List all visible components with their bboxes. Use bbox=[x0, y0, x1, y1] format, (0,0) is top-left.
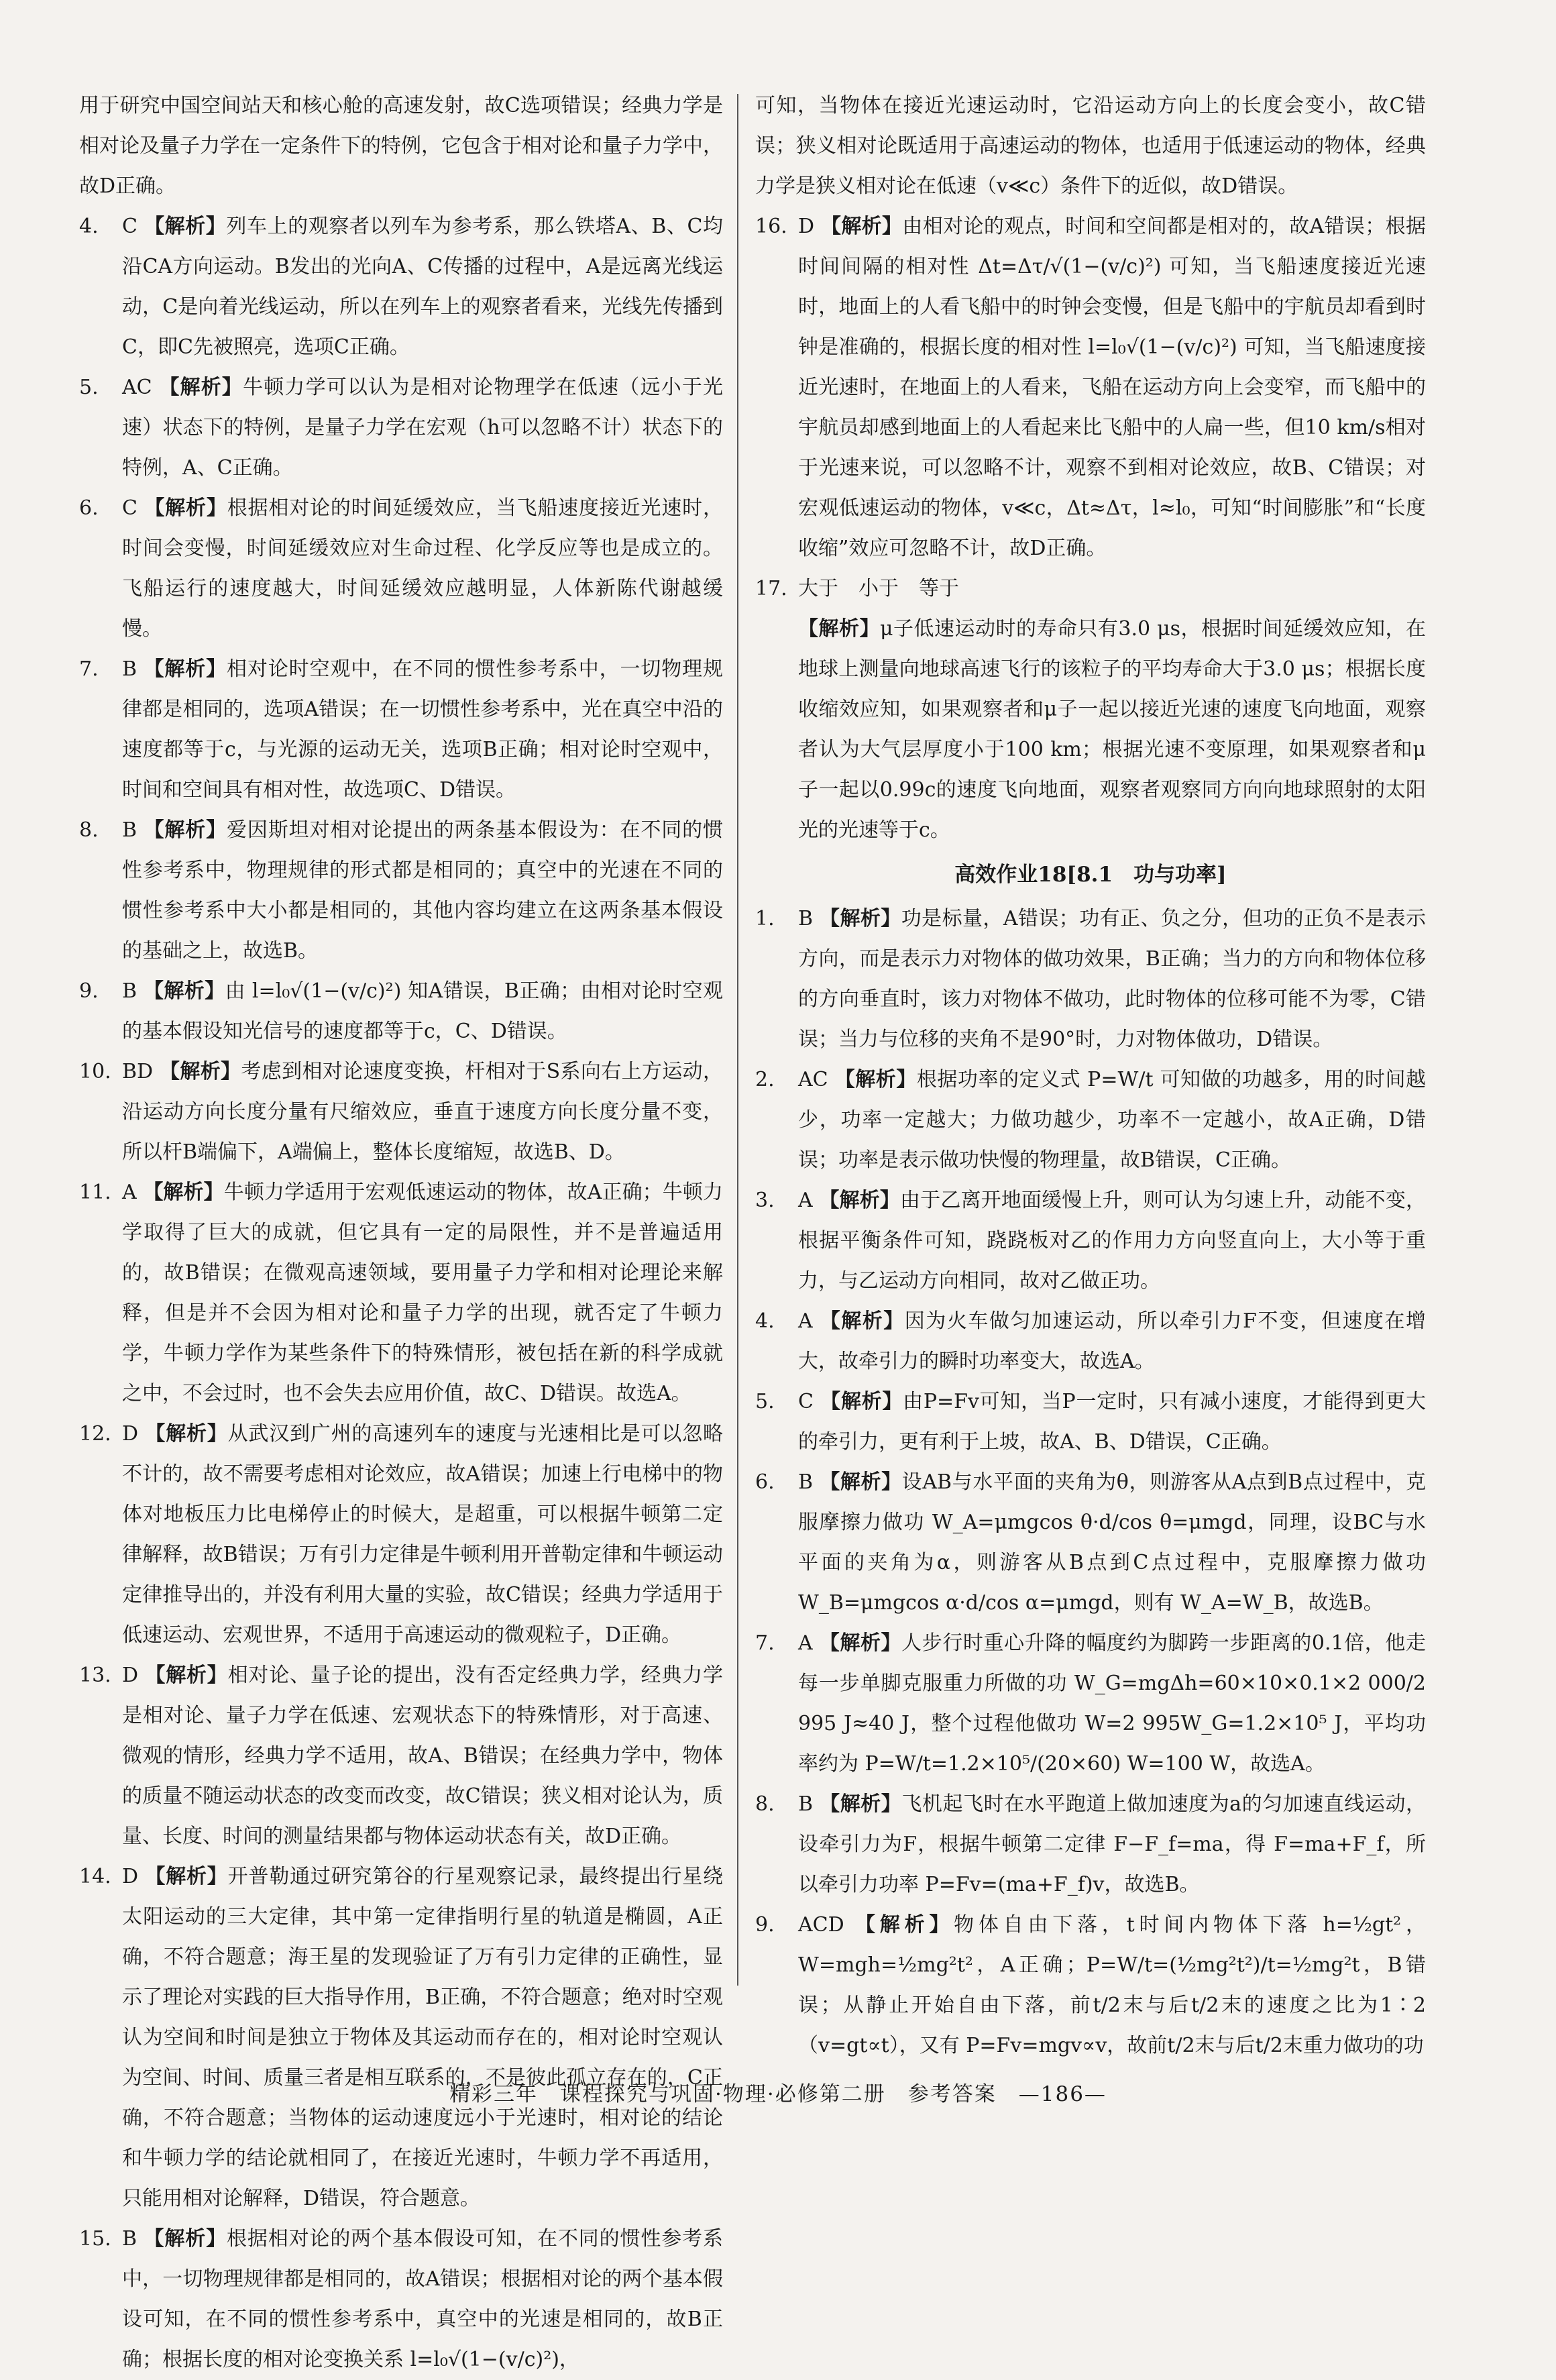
answer-key: A bbox=[122, 1181, 137, 1204]
right-answer-list-top bbox=[755, 207, 1426, 609]
answer-item bbox=[755, 207, 1426, 569]
analysis-text: 因为火车做匀加速运动，所以牵引力F不变，但速度在增大，故牵引力的瞬时功率变大，故选A。 bbox=[798, 1309, 1426, 1373]
answer-item bbox=[79, 2219, 723, 2380]
analysis-tag: 【解析】 bbox=[144, 657, 227, 681]
analysis-text: 功是标量，A错误；功有正、负之分，但功的正负不是表示方向，而是表示力对物体的做功效果，B正确；当力的方向和物体位移的方向垂直时，该力对物体不做功，此时物体的位移可能不为零，C错误；当力与位移的夹角不是90°时，力对物体做功，D错误。 bbox=[798, 907, 1426, 1051]
question-number: 12. bbox=[79, 1422, 111, 1446]
question-number: 9. bbox=[755, 1913, 775, 1937]
answer-key: AC bbox=[798, 1068, 828, 1091]
analysis-text: 物体自由下落，t时间内物体下落 h=½gt²，W=mgh=½mg²t²，A正确；P=W/t=(½mg²t²)/t=½mg²t，B错误；从静止开始自由下落，前t/2末与后t/2末的速度之比为1∶2（v=gt∝t），又有 P=Fv=mgv∝v，故前t/2末与后t/2末重力做功的功 bbox=[798, 1913, 1426, 2057]
question-number: 11. bbox=[79, 1181, 111, 1204]
question-number: 16. bbox=[755, 215, 787, 238]
answer-key: D bbox=[122, 1664, 139, 1687]
answer-key: B bbox=[122, 979, 137, 1003]
answer-item bbox=[755, 899, 1426, 1060]
answer-key: D bbox=[122, 1422, 139, 1446]
answer-key: B bbox=[122, 657, 137, 681]
analysis-tag: 【解析】 bbox=[820, 215, 903, 238]
analysis-tag: 【解析】 bbox=[143, 1181, 224, 1204]
analysis-tag: 【解析】 bbox=[798, 617, 880, 641]
question-number: 3. bbox=[755, 1189, 775, 1212]
analysis-tag: 【解析】 bbox=[855, 1913, 954, 1937]
answer-item bbox=[755, 1905, 1426, 2066]
answer-key: AC bbox=[122, 376, 152, 399]
analysis-tag: 【解析】 bbox=[144, 2227, 227, 2251]
analysis-tag: 【解析】 bbox=[820, 1390, 903, 1413]
analysis-text: 由 l=l₀√(1−(v/c)²) 知A错误，B正确；由相对论时空观的基本假设知光信号的速度都等于c，C、D错误。 bbox=[122, 979, 723, 1043]
analysis-tag: 【解析】 bbox=[144, 818, 227, 842]
analysis-tag: 【解析】 bbox=[159, 376, 243, 399]
question-number: 13. bbox=[79, 1664, 111, 1687]
right-column bbox=[755, 86, 1427, 2057]
answer-item bbox=[79, 1052, 723, 1173]
analysis-tag: 【解析】 bbox=[160, 1060, 241, 1083]
answer-item bbox=[79, 971, 723, 1052]
answer-key: B bbox=[798, 1470, 814, 1494]
answer-item bbox=[79, 488, 723, 649]
analysis-text: 人步行时重心升降的幅度约为脚跨一步距离的0.1倍，他走每一步单脚克服重力所做的功 W_G=mgΔh=60×10×0.1×2 000/2 995 J≈40 J，整个过程他做功 W=2 995W_G=1.2×10⁵ J，平均功率约为 P=W/t=1.2×10⁵/(20×60) W=100 W，故选A。 bbox=[798, 1631, 1426, 1776]
analysis-tag: 【解析】 bbox=[144, 215, 227, 238]
analysis-text: 开普勒通过研究第谷的行星观察记录，最终提出行星绕太阳运动的三大定律，其中第一定律指明行星的轨道是椭圆，A正确，不符合题意；海王星的发现验证了万有引力定律的正确性，显示了理论对实践的巨大指导作用，B正确，不符合题意；绝对时空观认为空间和时间是独立于物体及其运动而存在的，相对论时空观认为空间、时间、质量三者是相互联系的，不是彼此孤立存在的，C正确，不符合题意；当物体的运动速度远小于光速时，相对论的结论和牛顿力学的结论就相同了，在接近光速时，牛顿力学不再适用，只能用相对论解释，D错误，符合题意。 bbox=[122, 1865, 724, 2210]
question-number: 4. bbox=[79, 215, 99, 238]
answer-key: BD bbox=[122, 1060, 154, 1083]
answer-item bbox=[755, 1784, 1426, 1905]
right-lead-text: 可知，当物体在接近光速运动时，它沿运动方向上的长度会变小，故C错误；狭义相对论既适用于高速运动的物体，也适用于低速运动的物体，经典力学是狭义相对论在低速（v≪c）条件下的近似，故D错误。 bbox=[755, 94, 1426, 198]
answer-item bbox=[755, 1462, 1426, 1623]
analysis-text: 飞机起飞时在水平跑道上做加速度为a的匀加速直线运动，设牵引力为F，根据牛顿第二定律 F−F_f=ma，得 F=ma+F_f，所以牵引力功率 P=Fv=(ma+F_f)v，故选B。 bbox=[798, 1792, 1426, 1896]
question-number: 4. bbox=[755, 1309, 775, 1333]
question-number: 14. bbox=[79, 1865, 111, 1888]
answer-key: A bbox=[798, 1189, 813, 1212]
answer-key: A bbox=[798, 1309, 813, 1333]
answer-item bbox=[79, 1656, 723, 1857]
answer-item bbox=[755, 1060, 1426, 1181]
analysis-text: 从武汉到广州的高速列车的速度与光速相比是可以忽略不计的，故不需要考虑相对论效应，故A错误；加速上行电梯中的物体对地板压力比电梯停止的时候大，是超重，可以根据牛顿第二定律解释，故B错误；万有引力定律是牛顿利用开普勒定律和牛顿运动定律推导出的，并没有利用大量的实验，故C错误；经典力学适用于低速运动、宏观世界，不适用于高速运动的微观粒子，D正确。 bbox=[122, 1422, 724, 1647]
question-number: 7. bbox=[755, 1631, 775, 1655]
analysis-text: 根据相对论的时间延缓效应，当飞船速度接近光速时，时间会变慢，时间延缓效应对生命过程、化学反应等也是成立的。飞船运行的速度越大，时间延缓效应越明显，人体新陈代谢越缓慢。 bbox=[122, 496, 723, 641]
q17-analysis bbox=[755, 609, 1426, 851]
analysis-text: 爱因斯坦对相对论提出的两条基本假设为：在不同的惯性参考系中，物理规律的形式都是相同的；真空中的光速在不同的惯性参考系中大小都是相同的，其他内容均建立在这两条基本假设的基础之上，故选B。 bbox=[122, 818, 724, 963]
answer-item bbox=[755, 569, 1426, 609]
analysis-tag: 【解析】 bbox=[820, 1309, 905, 1333]
question-number: 5. bbox=[755, 1390, 775, 1413]
question-number: 8. bbox=[755, 1792, 775, 1816]
analysis-tag: 【解析】 bbox=[819, 1631, 902, 1655]
analysis-text: 牛顿力学适用于宏观低速运动的物体，故A正确；牛顿力学取得了巨大的成就，但它具有一定的局限性，并不是普遍适用的，故B错误；在微观高速领域，要用量子力学和相对论理论来解释，但是并不会因为相对论和量子力学的出现，就否定了牛顿力学，牛顿力学作为某些条件下的特殊情形，被包括在新的科学成就之中，不会过时，也不会失去应用价值，故C、D错误。故选A。 bbox=[122, 1181, 724, 1405]
column-divider bbox=[737, 94, 738, 1986]
answer-key: C bbox=[122, 215, 137, 238]
question-number: 6. bbox=[755, 1470, 775, 1494]
answer-item bbox=[79, 810, 723, 971]
analysis-tag: 【解析】 bbox=[834, 1068, 917, 1091]
analysis-tag: 【解析】 bbox=[819, 1189, 901, 1212]
section-title: 高效作业18[8.1 功与功率] bbox=[954, 863, 1227, 887]
answer-item bbox=[79, 649, 723, 810]
left-answer-list bbox=[79, 207, 723, 2380]
answer-item bbox=[755, 1301, 1426, 1382]
analysis-text: 设AB与水平面的夹角为θ，则游客从A点到B点过程中，克服摩擦力做功 W_A=μmgcos θ·d/cos θ=μmgd，同理，设BC与水平面的夹角为α，则游客从B点到C点过程中，克服摩擦力做功 W_B=μmgcos α·d/cos α=μmgd，则有 W_A=W_B，故选B。 bbox=[798, 1470, 1427, 1615]
analysis-text: μ子低速运动时的寿命只有3.0 μs，根据时间延缓效应知，在地球上测量向地球高速飞行的该粒子的平均寿命大于3.0 μs；根据长度收缩效应知，如果观察者和μ子一起以接近光速的速度飞向地面，观察者认为大气层厚度小于100 km；根据光速不变原理，如果观察者和μ子一起以0.99c的速度飞向地面，观察者观察同方向向地球照射的太阳光的光速等于c。 bbox=[798, 617, 1426, 842]
left-lead-text: 用于研究中国空间站天和核心舱的高速发射，故C选项错误；经典力学是相对论及量子力学在一定条件下的特例，它包含于相对论和量子力学中，故D正确。 bbox=[79, 94, 723, 198]
analysis-text: 根据相对论的两个基本假设可知，在不同的惯性参考系中，一切物理规律都是相同的，故A错误；根据相对论的两个基本假设可知，在不同的惯性参考系中，真空中的光速是相同的，故B正确；根据长度的相对论变换关系 l=l₀√(1−(v/c)²)， bbox=[122, 2227, 724, 2371]
analysis-tag: 【解析】 bbox=[145, 1865, 228, 1888]
left-column bbox=[79, 86, 724, 2371]
answer-key: C bbox=[122, 496, 137, 520]
question-number: 10. bbox=[79, 1060, 111, 1083]
answer-key: D bbox=[122, 1865, 139, 1888]
analysis-tag: 【解析】 bbox=[820, 1792, 902, 1816]
analysis-text: 相对论时空观中，在不同的惯性参考系中，一切物理规律都是相同的，选项A错误；在一切惯性参考系中，光在真空中沿的速度都等于c，与光源的运动无关，选项B正确；相对论时空观中，时间和空间具有相对性，故选项C、D错误。 bbox=[122, 657, 724, 802]
answer-key: A bbox=[798, 1631, 813, 1655]
analysis-tag: 【解析】 bbox=[145, 1664, 228, 1687]
question-number: 1. bbox=[755, 907, 775, 930]
analysis-tag: 【解析】 bbox=[145, 1422, 228, 1446]
answer-item bbox=[79, 368, 723, 488]
question-number: 15. bbox=[79, 2227, 111, 2251]
answer-item bbox=[79, 1857, 723, 2219]
answer-item bbox=[755, 1382, 1426, 1462]
answer-key: B bbox=[122, 2227, 137, 2251]
question-number: 5. bbox=[79, 376, 99, 399]
answer-item bbox=[755, 1181, 1426, 1301]
answer-item bbox=[755, 1623, 1426, 1784]
answer-key: 大于 小于 等于 bbox=[798, 577, 959, 600]
answer-key: D bbox=[798, 215, 815, 238]
answer-key: ACD bbox=[798, 1913, 844, 1937]
analysis-text: 相对论、量子论的提出，没有否定经典力学，经典力学是相对论、量子力学在低速、宏观状态下的特殊情形，对于高速、微观的情形，经典力学不适用，故A、B错误；在经典力学中，物体的质量不随运动状态的改变而改变，故C错误；狭义相对论认为，质量、长度、时间的测量结果都与物体运动状态有关，故D正确。 bbox=[122, 1664, 724, 1848]
answer-key: B bbox=[798, 907, 814, 930]
answer-key: C bbox=[798, 1390, 814, 1413]
answer-key: B bbox=[122, 818, 137, 842]
question-number: 6. bbox=[79, 496, 99, 520]
answer-item bbox=[79, 1414, 723, 1656]
page-footer: 精彩三年 课程探究与巩固·物理·必修第二册 参考答案 —186— bbox=[449, 2082, 1107, 2106]
right-answer-list-bottom bbox=[755, 899, 1426, 2066]
analysis-text: 由于乙离开地面缓慢上升，则可认为匀速上升，动能不变，根据平衡条件可知，跷跷板对乙的作用力方向竖直向上，大小等于重力，与乙运动方向相同，故对乙做正功。 bbox=[798, 1189, 1426, 1293]
analysis-tag: 【解析】 bbox=[144, 496, 227, 520]
analysis-text: 考虑到相对论速度变换，杆相对于S系向右上方运动，沿运动方向长度分量有尺缩效应，垂直于速度方向长度分量不变，所以杆B端偏下，A端偏上，整体长度缩短，故选B、D。 bbox=[122, 1060, 723, 1164]
question-number: 17. bbox=[755, 577, 787, 600]
analysis-tag: 【解析】 bbox=[143, 979, 225, 1003]
question-number: 8. bbox=[79, 818, 99, 842]
analysis-text: 牛顿力学可以认为是相对论物理学在低速（远小于光速）状态下的特例，是量子力学在宏观（h可以忽略不计）状态下的特例，A、C正确。 bbox=[122, 376, 723, 480]
analysis-text: 列车上的观察者以列车为参考系，那么铁塔A、B、C均沿CA方向运动。B发出的光向A、C传播的过程中，A是远离光线运动，C是向着光线运动，所以在列车上的观察者看来，光线先传播到C，即C先被照亮，选项C正确。 bbox=[122, 215, 724, 359]
question-number: 9. bbox=[79, 979, 99, 1003]
answer-item bbox=[79, 1173, 723, 1414]
analysis-text: 根据功率的定义式 P=W/t 可知做的功越多，用的时间越少，功率一定越大；力做功越少，功率不一定越小，故A正确，D错误；功率是表示做功快慢的物理量，故B错误，C正确。 bbox=[798, 1068, 1426, 1172]
answer-key: B bbox=[798, 1792, 814, 1816]
analysis-tag: 【解析】 bbox=[820, 1470, 902, 1494]
analysis-tag: 【解析】 bbox=[820, 907, 901, 930]
analysis-text: 由相对论的观点，时间和空间都是相对的，故A错误；根据时间间隔的相对性 Δt=Δτ/√(1−(v/c)²) 可知，当飞船速度接近光速时，地面上的人看飞船中的时钟会变慢，但是飞船中的宇航员却看到时钟是准确的，根据长度的相对性 l=l₀√(1−(v/c)²) 可知，当飞船速度接近光速时，在地面上的人看来，飞船在运动方向上会变窄，而飞船中的宇航员却感到地面上的人看起来比飞船中的人扁一些，但10 km/s相对于光速来说，可以忽略不计，观察不到相对论效应，故B、C错误；对宏观低速运动的物体，v≪c，Δt≈Δτ，l≈l₀，可知“时间膨胀”和“长度收缩”效应可忽略不计，故D正确。 bbox=[798, 215, 1427, 560]
answer-item bbox=[79, 207, 723, 368]
question-number: 7. bbox=[79, 657, 99, 681]
analysis-text: 由P=Fv可知，当P一定时，只有减小速度，才能得到更大的牵引力，更有利于上坡，故A、B、D错误，C正确。 bbox=[798, 1390, 1426, 1454]
question-number: 2. bbox=[755, 1068, 775, 1091]
